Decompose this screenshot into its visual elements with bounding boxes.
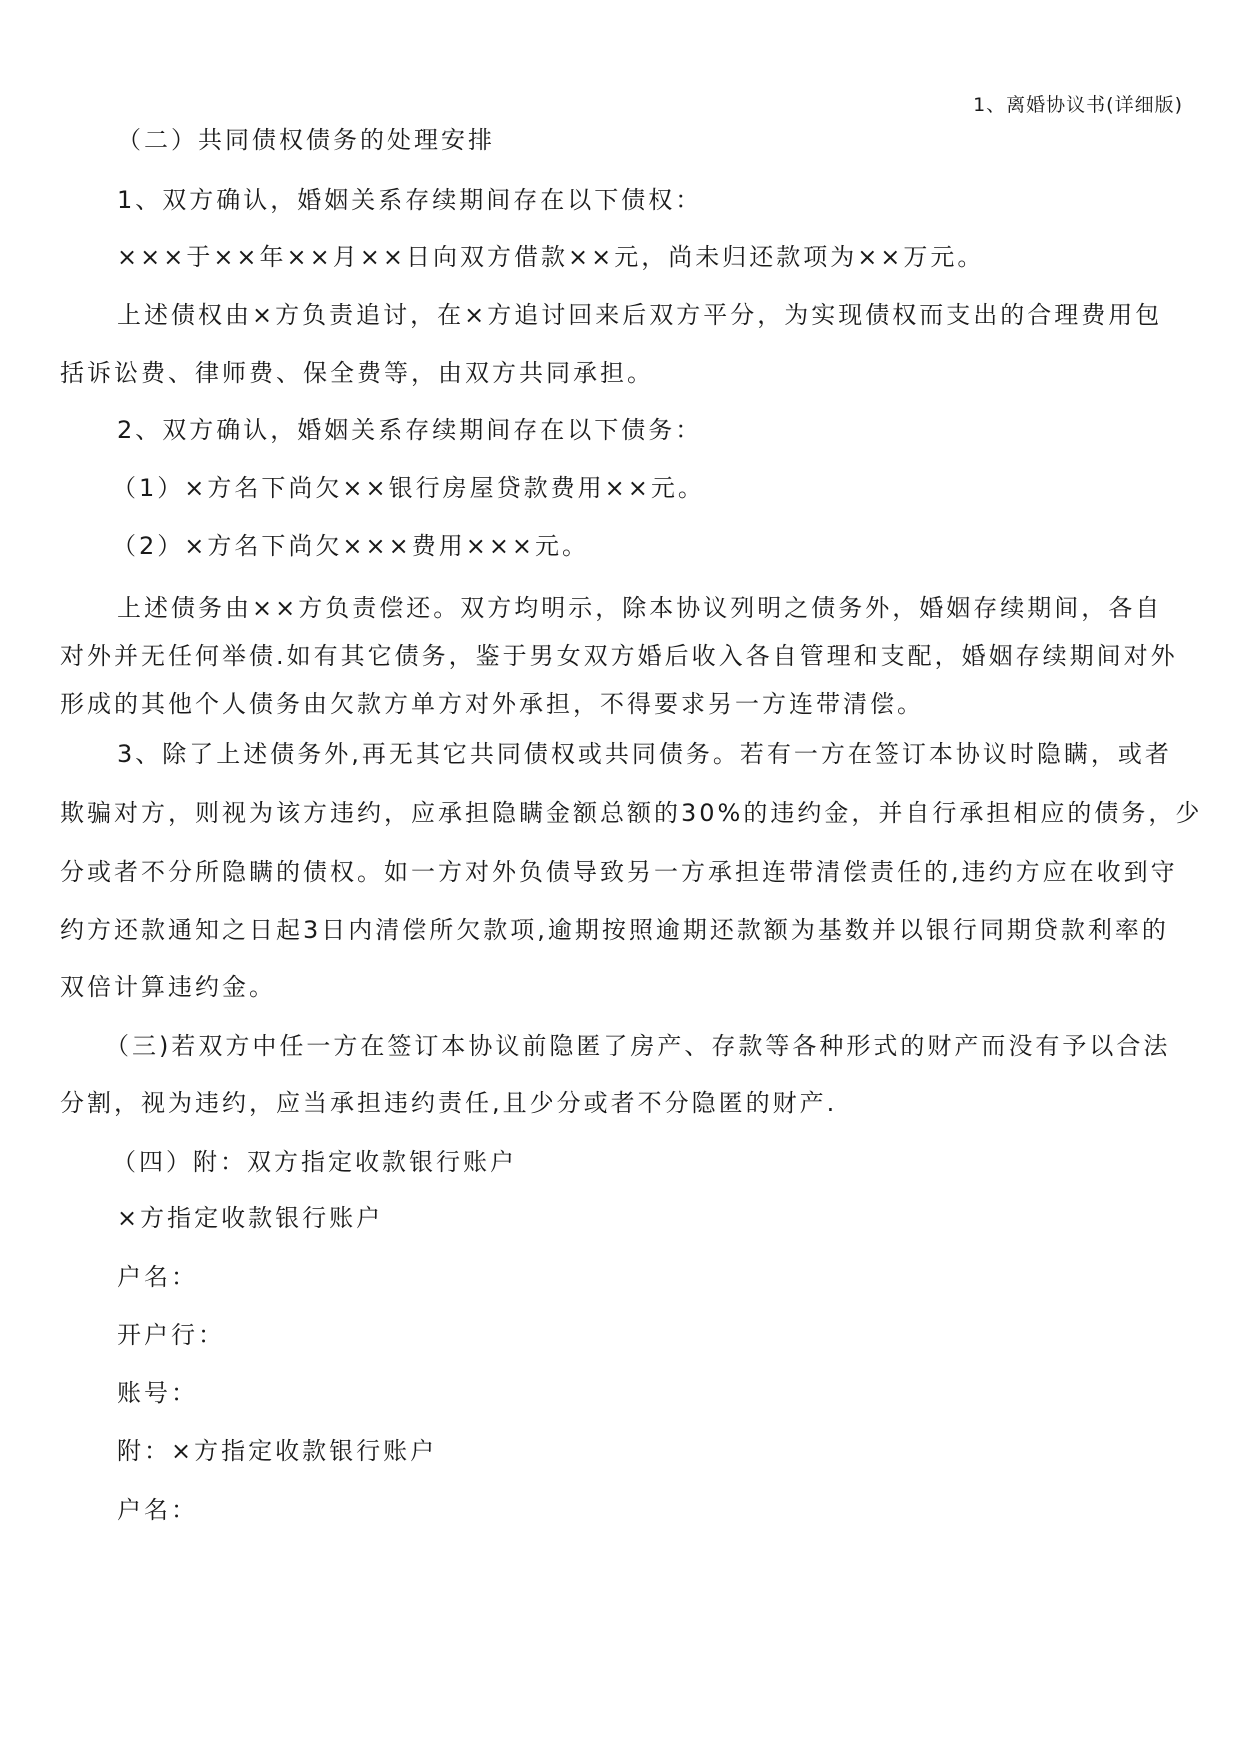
claim-detail: ×××于××年××月××日向双方借款××元，尚未归还款项为××万元。 <box>117 243 985 271</box>
claim-handling-line-1: 上述债权由×方负责追讨，在×方追讨回来后双方平分，为实现债权而支出的合理费用包 <box>117 301 1163 329</box>
account-2-title: 附：×方指定收款银行账户 <box>117 1437 438 1465</box>
claims-intro: 1、双方确认，婚姻关系存续期间存在以下债权： <box>117 186 703 214</box>
debt-handling-line-2: 对外并无任何举债.如有其它债务，鉴于男女双方婚后收入各自管理和支配，婚姻存续期间对外 <box>60 642 1178 670</box>
section-heading-debts-claims: （二）共同债权债务的处理安排 <box>117 126 495 154</box>
debt-handling-line-3: 形成的其他个人债务由欠款方单方对外承担，不得要求另一方连带清偿。 <box>60 690 924 718</box>
concealment-line-2: 分割，视为违约，应当承担违约责任,且少分或者不分隐匿的财产. <box>60 1089 838 1117</box>
debt-item-1: （1）×方名下尚欠××银行房屋贷款费用××元。 <box>112 474 705 502</box>
claim-handling-line-2: 括诉讼费、律师费、保全费等，由双方共同承担。 <box>60 359 654 387</box>
section-heading-bank-accounts: （四）附：双方指定收款银行账户 <box>112 1148 517 1176</box>
debts-intro: 2、双方确认，婚姻关系存续期间存在以下债务： <box>117 416 703 444</box>
account-1-number-label: 账号： <box>117 1379 198 1407</box>
debt-item-2: （2）×方名下尚欠×××费用×××元。 <box>112 532 590 560</box>
page-header-title: 1、离婚协议书(详细版) <box>973 94 1183 116</box>
account-2-name-label: 户名： <box>117 1496 198 1524</box>
account-1-bank-label: 开户行： <box>117 1321 225 1349</box>
no-other-debts-line-3: 分或者不分所隐瞒的债权。如一方对外负债导致另一方承担连带清偿责任的,违约方应在收到守 <box>60 858 1178 886</box>
account-1-name-label: 户名： <box>117 1263 198 1291</box>
no-other-debts-line-1: 3、除了上述债务外,再无其它共同债权或共同债务。若有一方在签订本协议时隐瞒，或者 <box>117 740 1172 768</box>
no-other-debts-line-5: 双倍计算违约金。 <box>60 973 276 1001</box>
concealment-line-1: （三)若双方中任一方在签订本协议前隐匿了房产、存款等各种形式的财产而没有予以合法 <box>105 1032 1171 1060</box>
no-other-debts-line-2: 欺骗对方，则视为该方违约，应承担隐瞒金额总额的30%的违约金，并自行承担相应的债务，少 <box>60 799 1203 827</box>
no-other-debts-line-4: 约方还款通知之日起3日内清偿所欠款项,逾期按照逾期还款额为基数并以银行同期贷款利率的 <box>60 916 1169 944</box>
debt-handling-line-1: 上述债务由××方负责偿还。双方均明示，除本协议列明之债务外，婚姻存续期间，各自 <box>117 594 1163 622</box>
account-1-title: ×方指定收款银行账户 <box>117 1204 384 1232</box>
